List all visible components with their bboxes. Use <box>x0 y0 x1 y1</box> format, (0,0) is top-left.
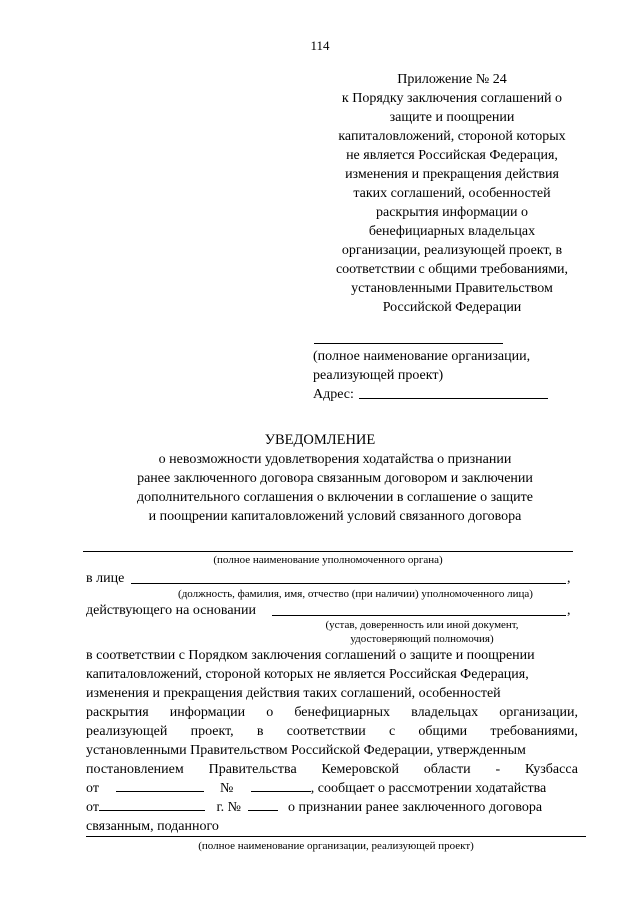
body-line: в соответствии с Порядком заключения соглашений о защите и поощрении <box>86 648 535 663</box>
authority-caption: (полное наименование уполномоченного органа) <box>213 554 443 566</box>
body-line: изменения и прекращения действия таких соглашений, особенностей <box>86 686 501 701</box>
decree-date-blank[interactable] <box>116 779 204 792</box>
subtitle-line: ранее заключенного договора связанным договором и заключении <box>137 471 533 486</box>
petition-number-blank[interactable] <box>248 798 278 811</box>
organization-name-blank[interactable] <box>314 343 503 344</box>
appendix-line: к Порядку заключения соглашений о <box>341 91 563 106</box>
appendix-line: раскрытия информации о <box>376 205 528 220</box>
appendix-line: капиталовложений, стороной которых <box>338 129 566 144</box>
body-line: раскрытия информации о бенефициарных владельцах организации, <box>86 705 578 720</box>
appendix-line: организации, реализующей проект, в <box>341 243 563 258</box>
organization-name-hint: реализующей проект) <box>313 368 444 383</box>
address-blank[interactable] <box>359 398 548 399</box>
in-person-label: в лице <box>86 571 125 586</box>
subtitle-line: дополнительного соглашения о включении в соглашение о защите <box>136 490 533 505</box>
subtitle-line: о невозможности удовлетворения ходатайства о признании <box>158 452 512 467</box>
body-line: от г. № о признании ранее заключенного договора <box>86 800 543 815</box>
decree-number-blank[interactable] <box>251 779 311 792</box>
body-line: реализующей проект, в соответствии с общими требованиями, <box>86 724 578 739</box>
appendix-line: изменения и прекращения действия <box>345 167 559 182</box>
subtitle-line: и поощрении капиталовложений условий связанного договора <box>148 509 522 524</box>
body-line: установленными Правительством Российской Федерации, утвержденным <box>86 743 526 758</box>
appendix-line: установленными Правительством <box>351 281 553 296</box>
address-label: Адрес: <box>313 387 354 402</box>
petition-date-blank[interactable] <box>99 798 205 811</box>
organization-name-hint: (полное наименование организации, <box>313 349 531 364</box>
organization-caption: (полное наименование организации, реализующей проект) <box>198 840 474 852</box>
body-line: постановлением Правительства Кемеровской области - Кузбасса <box>86 762 578 777</box>
appendix-line: соответствии с общими требованиями, <box>335 262 569 277</box>
position-blank[interactable] <box>131 583 566 584</box>
position-comma: , <box>567 571 571 586</box>
body-line: от № , сообщает о рассмотрении ходатайства <box>86 781 547 796</box>
body-line: связанным, поданного <box>86 819 219 834</box>
basis-caption: удостоверяющий полномочия) <box>350 633 494 645</box>
organization-blank[interactable] <box>86 836 586 837</box>
page-number: 114 <box>310 38 330 53</box>
notice-subtitle <box>80 450 590 526</box>
appendix-line: бенефициарных владельцах <box>368 224 536 239</box>
authority-name-blank[interactable] <box>83 551 573 552</box>
body-line: капиталовложений, стороной которых не является Российская Федерация, <box>86 667 529 682</box>
acting-basis-label: действующего на основании <box>86 603 257 618</box>
notice-body <box>86 646 578 836</box>
appendix-line: таких соглашений, особенностей <box>353 186 551 201</box>
basis-caption: (устав, доверенность или иной документ, <box>325 619 519 631</box>
position-caption: (должность, фамилия, имя, отчество (при наличии) уполномоченного лица) <box>178 588 533 600</box>
appendix-line: Приложение № 24 <box>397 72 507 87</box>
appendix-line: не является Российская Федерация, <box>346 148 558 163</box>
appendix-line: Российской Федерации <box>382 300 522 315</box>
basis-comma: , <box>567 603 571 618</box>
appendix-line: защите и поощрении <box>389 110 515 125</box>
notice-title: УВЕДОМЛЕНИЕ <box>264 432 376 448</box>
appendix-header <box>306 70 598 317</box>
basis-blank[interactable] <box>272 615 566 616</box>
